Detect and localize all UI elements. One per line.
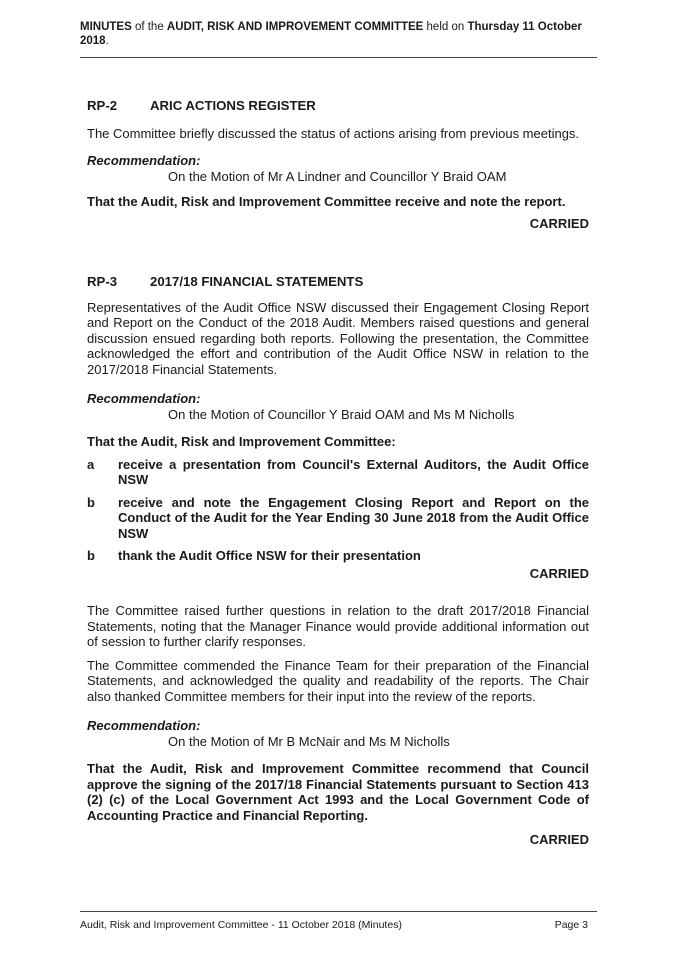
rp3-resolution-intro: That the Audit, Risk and Improvement Committee: <box>87 434 396 449</box>
header-minutes: MINUTES <box>80 21 132 33</box>
rp3-para3: The Committee commended the Finance Team for their preparation of the Financial Statements, and acknowledged the quality and readability of the reports. The Chair also thanked Committee members for their input into the review of the reports. <box>87 657 589 704</box>
resolution-item-text: receive and note the Engagement Closing Report and Report on the Conduct of the Audit for the Year Ending 30 June 2018 from the Audit Office NSW <box>118 494 589 541</box>
resolution-item-letter: a <box>87 456 95 472</box>
resolution-item-letter: b <box>87 548 95 563</box>
footer-title: Audit, Risk and Improvement Committee - 11 October 2018 (Minutes) <box>80 919 402 931</box>
resolution-item-text: receive a presentation from Council's External Auditors, the Audit Office NSW <box>118 456 589 487</box>
header-of-the: of the <box>131 21 167 33</box>
rp2-carried: CARRIED <box>529 215 589 231</box>
header-period: . <box>105 35 109 47</box>
rp3-carried: CARRIED <box>529 565 589 581</box>
footer-divider <box>80 911 597 912</box>
rp2-heading <box>87 98 589 114</box>
resolution-item <box>87 457 589 488</box>
rp3-recommendation-label: Recommendation: <box>87 391 201 406</box>
header-committee: AUDIT, RISK AND IMPROVEMENT COMMITTEE <box>166 21 424 33</box>
rp2-resolution: That the Audit, Risk and Improvement Committee receive and note the report. <box>87 194 566 209</box>
rp3-body: Representatives of the Audit Office NSW discussed their Engagement Closing Report and Report on the Conduct of the 2018 Audit. Members raised questions and general discussion ensued regarding both reports. Following the presentation, the Committee acknowledged the effort and contribution of the Audit Office NSW in relation to the 2017/2018 Financial Statements. <box>87 299 589 377</box>
minutes-content <box>87 98 589 848</box>
rp3-motion2: On the Motion of Mr B McNair and Ms M Nicholls <box>168 733 450 749</box>
resolution-item <box>87 548 589 564</box>
rp3-recommendation2-label: Recommendation: <box>87 718 201 733</box>
rp2-code: RP-2 <box>87 98 118 113</box>
rp3-resolution2: That the Audit, Risk and Improvement Committee recommend that Council approve the signing of the 2017/18 Financial Statements pursuant to Section 413 (2) (c) of the Local Government Act 1993 and the Local Government Code of Accounting Practice and Financial Reporting. <box>87 761 589 823</box>
page-number: Page 3 <box>554 919 588 931</box>
rp2-body: The Committee briefly discussed the status of actions arising from previous meetings. <box>87 125 580 141</box>
rp3-carried2: CARRIED <box>529 832 589 847</box>
rp2-title: ARIC ACTIONS REGISTER <box>150 98 316 113</box>
header-held-on: held on <box>423 21 468 33</box>
resolution-item-letter: b <box>87 494 95 510</box>
rp3-title: 2017/18 FINANCIAL STATEMENTS <box>150 274 364 289</box>
rp3-para2: The Committee raised further questions in relation to the draft 2017/2018 Financial Statements, noting that the Manager Finance would provide additional information out of session to further clarify responses. <box>87 603 589 649</box>
page-header <box>80 20 590 48</box>
rp3-code: RP-3 <box>87 274 118 289</box>
resolution-item-text: thank the Audit Office NSW for their presentation <box>118 548 421 563</box>
rp3-motion: On the Motion of Councillor Y Braid OAM and Ms M Nicholls <box>168 406 515 422</box>
header-divider <box>80 57 597 58</box>
rp2-motion: On the Motion of Mr A Lindner and Councillor Y Braid OAM <box>168 168 507 184</box>
header-date: Thursday 11 October 2018 <box>80 21 582 47</box>
resolution-item <box>87 495 589 542</box>
rp3-heading <box>87 274 589 290</box>
rp2-recommendation-label: Recommendation: <box>87 153 201 168</box>
